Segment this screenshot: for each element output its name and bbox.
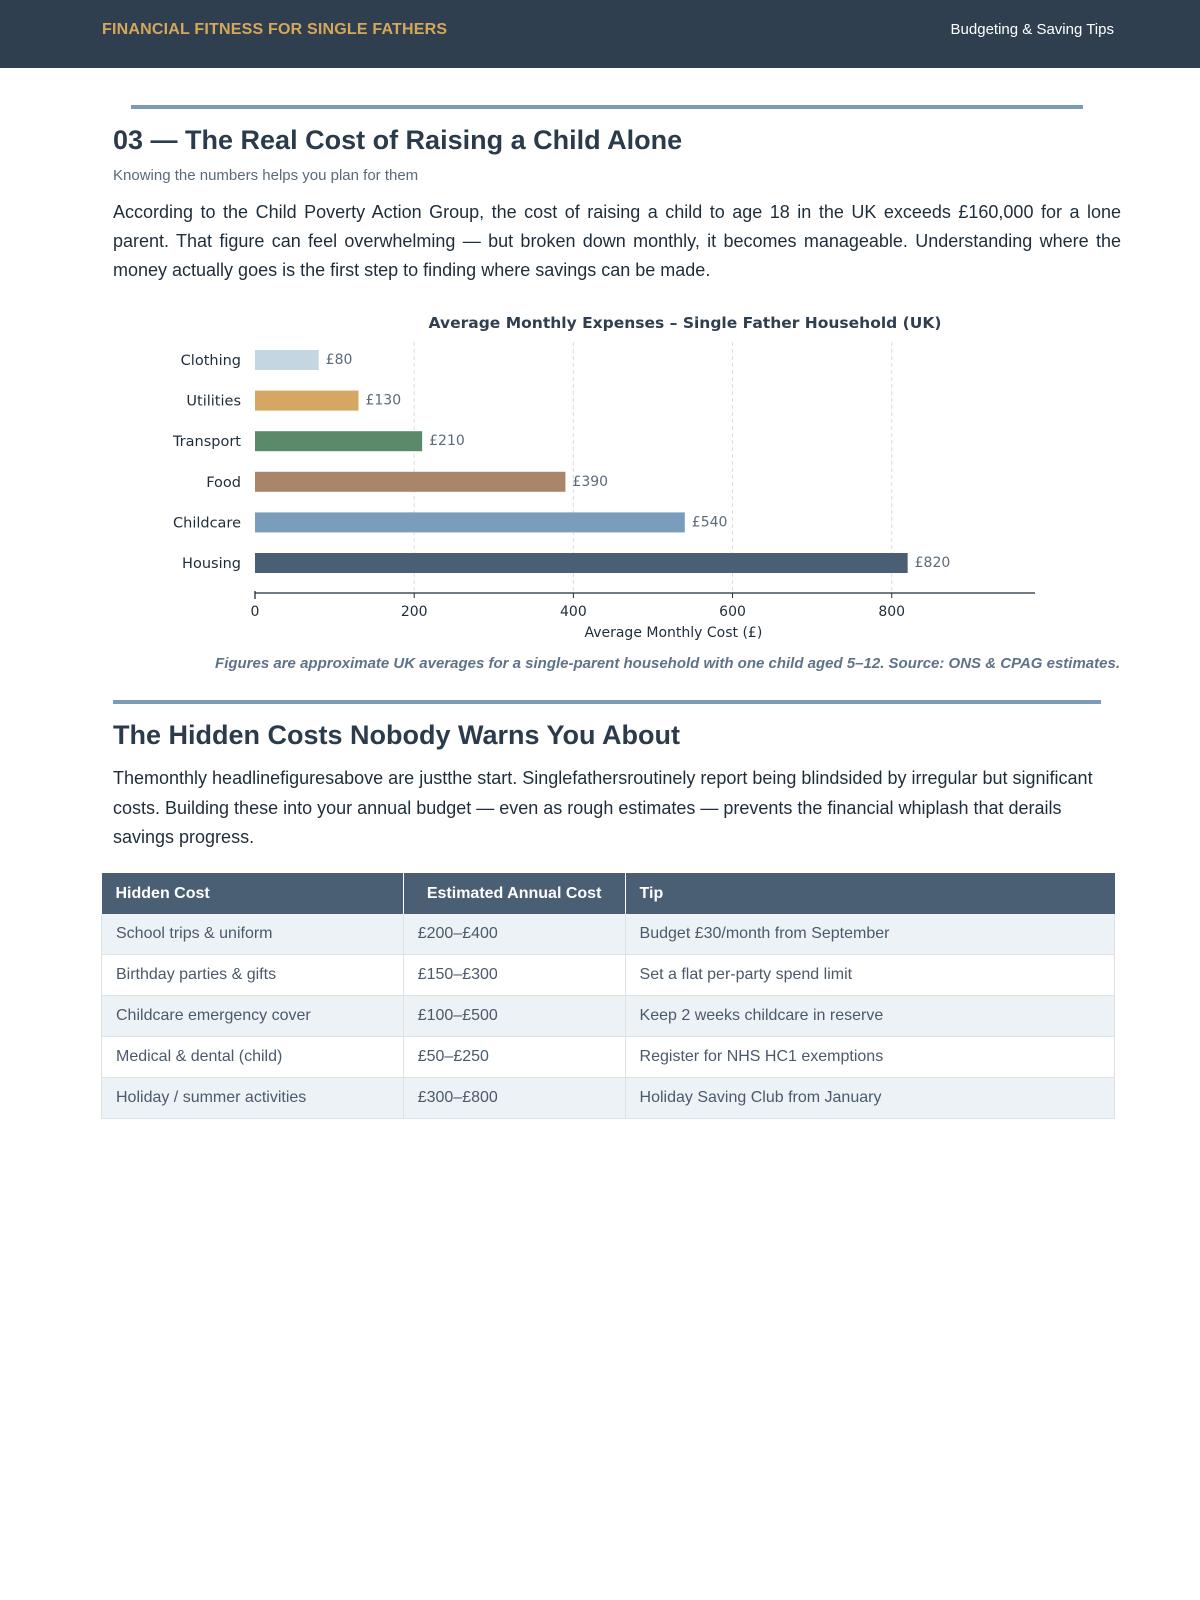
header-section-label: Budgeting & Saving Tips	[950, 21, 1114, 38]
table-row	[102, 1078, 1115, 1119]
x-tick-label: 400	[560, 604, 587, 620]
cell-tip: Budget £30/month from September	[625, 914, 1114, 955]
intro-paragraph: According to the Child Poverty Action Group, the cost of raising a child to age 18 in the UK exceeds £160,000 for a lone parent. That figure can feel overwhelming — but broken down monthly, it becomes manageable. Understanding where the money actually goes is the first step to finding where savings can be made.	[113, 202, 1121, 280]
table-row	[102, 1037, 1115, 1078]
chart-title: Average Monthly Expenses – Single Father Household (UK)	[428, 314, 942, 332]
bar-transport	[255, 431, 422, 451]
data-label: £210	[429, 433, 465, 450]
x-tick-label: 0	[250, 604, 260, 620]
data-label: £130	[365, 392, 402, 409]
cell-hidden-cost: Childcare emergency cover	[102, 996, 404, 1037]
hidden-costs-title: The Hidden Costs Nobody Warns You About	[113, 720, 680, 750]
chart-caption: Figures are approximate UK averages for a single-parent household with one child aged 5–12. Source: ONS & CPAG estimates.	[215, 655, 1120, 672]
cell-hidden-cost: Birthday parties & gifts	[102, 955, 404, 996]
bar-chart-svg	[150, 314, 1070, 644]
table-header-row	[102, 873, 1115, 914]
x-axis-title: Average Monthly Cost (£)	[584, 625, 763, 641]
cell-tip: Register for NHS HC1 exemptions	[625, 1037, 1114, 1078]
x-tick-label: 600	[719, 604, 746, 620]
brand-title: FINANCIAL FITNESS FOR SINGLE FATHERS	[102, 21, 448, 38]
section-title: 03 — The Real Cost of Raising a Child Alone	[113, 125, 683, 155]
category-label: Childcare	[173, 515, 241, 532]
bar-clothing	[255, 350, 319, 370]
cell-tip: Holiday Saving Club from January	[625, 1078, 1114, 1119]
data-label: £540	[691, 514, 728, 531]
cell-hidden-cost: Holiday / summer activities	[102, 1078, 404, 1119]
column-header-tip: Tip	[625, 873, 1114, 914]
bar-utilities	[255, 391, 358, 411]
section-subtitle: Knowing the numbers helps you plan for them	[113, 167, 419, 184]
column-header-annual-cost: Estimated Annual Cost	[403, 873, 625, 914]
cell-hidden-cost: School trips & uniform	[102, 914, 404, 955]
cell-tip: Set a flat per-party spend limit	[625, 955, 1114, 996]
cell-annual-cost: £50–£250	[403, 1037, 625, 1078]
hidden-costs-table	[101, 873, 1115, 1119]
cell-annual-cost: £300–£800	[403, 1078, 625, 1119]
category-label: Transport	[172, 434, 241, 451]
bar-food	[255, 472, 565, 492]
cell-hidden-cost: Medical & dental (child)	[102, 1037, 404, 1078]
cell-annual-cost: £100–£500	[403, 996, 625, 1037]
section-divider-2	[113, 700, 1101, 704]
page-header	[0, 0, 1200, 68]
data-label: £80	[325, 352, 353, 368]
data-label: £390	[572, 473, 609, 490]
table-row	[102, 955, 1115, 996]
table-row	[102, 914, 1115, 955]
cell-tip: Keep 2 weeks childcare in reserve	[625, 996, 1114, 1037]
category-label: Utilities	[186, 393, 241, 410]
x-tick-label: 800	[878, 604, 906, 620]
category-label: Housing	[182, 556, 241, 572]
cell-annual-cost: £200–£400	[403, 914, 625, 955]
category-label: Clothing	[180, 353, 241, 369]
section-divider	[131, 105, 1083, 109]
cell-annual-cost: £150–£300	[403, 955, 625, 996]
column-header-hidden-cost: Hidden Cost	[102, 873, 404, 914]
bar-childcare	[255, 512, 685, 532]
expenses-chart	[150, 314, 1070, 644]
bar-housing	[255, 553, 908, 573]
category-label: Food	[206, 474, 241, 491]
table-row	[102, 996, 1115, 1037]
x-tick-label: 200	[400, 604, 428, 620]
data-label: £820	[914, 555, 951, 571]
hidden-costs-paragraph: Themonthly headlinefiguresabove are justthe start. Singlefathersroutinely report being blindsided by irregular but significant costs. Building these into your annual budget — even as rough estimates — prevents the financial whiplash that derails savings progress.	[113, 768, 1093, 847]
